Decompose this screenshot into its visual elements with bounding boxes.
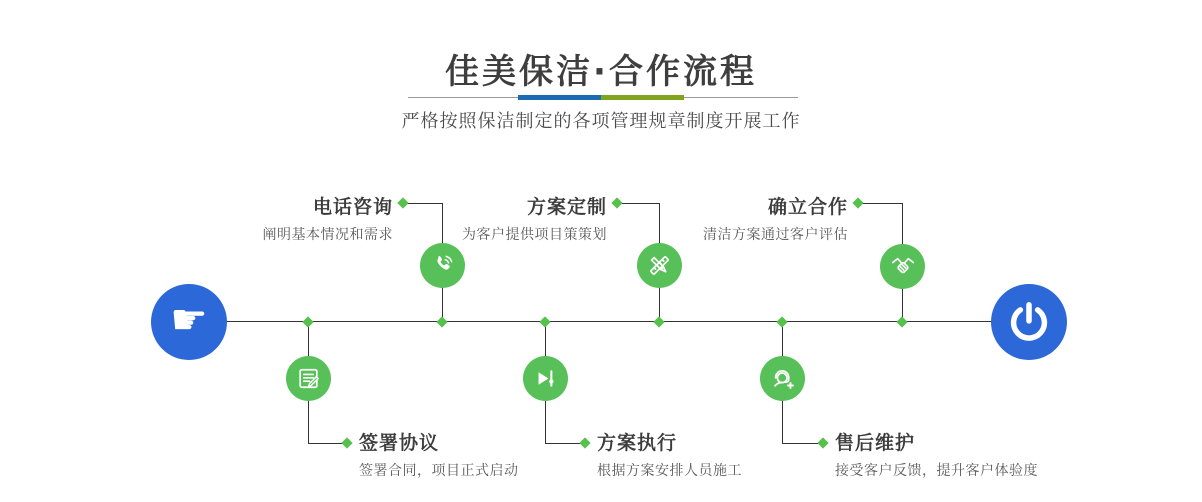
step-label-establish-cooperation: [703, 192, 848, 244]
step-title: 签署协议: [359, 432, 440, 454]
label-diamond: [579, 437, 590, 448]
divider-blue-segment: [518, 95, 601, 100]
step-label-aftersales-maintain: [835, 428, 1038, 480]
step-desc: 阐明基本情况和需求: [262, 227, 393, 243]
step-desc: 接受客户反馈，提升客户体验度: [835, 463, 1038, 479]
handshake-icon: [889, 253, 917, 281]
step-label-sign-agreement: [359, 428, 519, 480]
step-title: 方案执行: [597, 432, 678, 454]
step-icon-badge: [637, 243, 682, 288]
node-diamond: [896, 316, 907, 327]
node-diamond: [302, 316, 313, 327]
node-diamond: [539, 316, 550, 327]
label-diamond: [611, 197, 622, 208]
play-execute-icon: [532, 365, 559, 392]
label-diamond: [397, 197, 408, 208]
divider-green-segment: [601, 95, 684, 100]
timeline-end-badge: [991, 284, 1067, 360]
connector-stub: [403, 203, 443, 204]
step-label-plan-execute: [597, 428, 742, 480]
step-desc: 签署合同，项目正式启动: [359, 463, 519, 479]
connector-stub: [617, 203, 660, 204]
page-subtitle: 严格按照保洁制定的各项管理规章制度开展工作: [401, 111, 801, 132]
node-diamond: [653, 316, 664, 327]
step-icon-badge: [286, 356, 331, 401]
label-diamond: [341, 437, 352, 448]
node-diamond: [436, 316, 447, 327]
power-icon: [1007, 300, 1051, 344]
node-diamond: [776, 316, 787, 327]
step-desc: 为客户提供项目策策划: [462, 227, 607, 243]
step-title: 方案定制: [526, 196, 607, 218]
phone-icon: [429, 252, 456, 279]
step-icon-badge: [760, 356, 805, 401]
step-label-phone-consult: [263, 192, 394, 244]
step-icon-badge: [523, 356, 568, 401]
hand-pointing-right-icon: ☛: [170, 295, 208, 344]
step-icon-badge: [420, 243, 465, 288]
timeline-start-badge: [151, 284, 227, 360]
label-diamond: [852, 197, 863, 208]
pencil-ruler-icon: [646, 252, 673, 279]
step-title: 确立合作: [767, 196, 848, 218]
step-desc: 清洁方案通过客户评估: [703, 227, 848, 243]
step-label-plan-customize: [462, 192, 607, 244]
step-title: 电话咨询: [312, 196, 393, 218]
step-icon-badge: [880, 244, 925, 289]
document-pen-icon: [295, 365, 322, 392]
step-title: 售后维护: [835, 432, 916, 454]
label-diamond: [817, 437, 828, 448]
connector-stub: [858, 203, 903, 204]
step-desc: 根据方案安排人员施工: [597, 463, 742, 479]
title-divider: [408, 95, 798, 101]
page-title: 佳美保洁·合作流程: [445, 52, 757, 92]
headset-plus-icon: [769, 365, 797, 393]
